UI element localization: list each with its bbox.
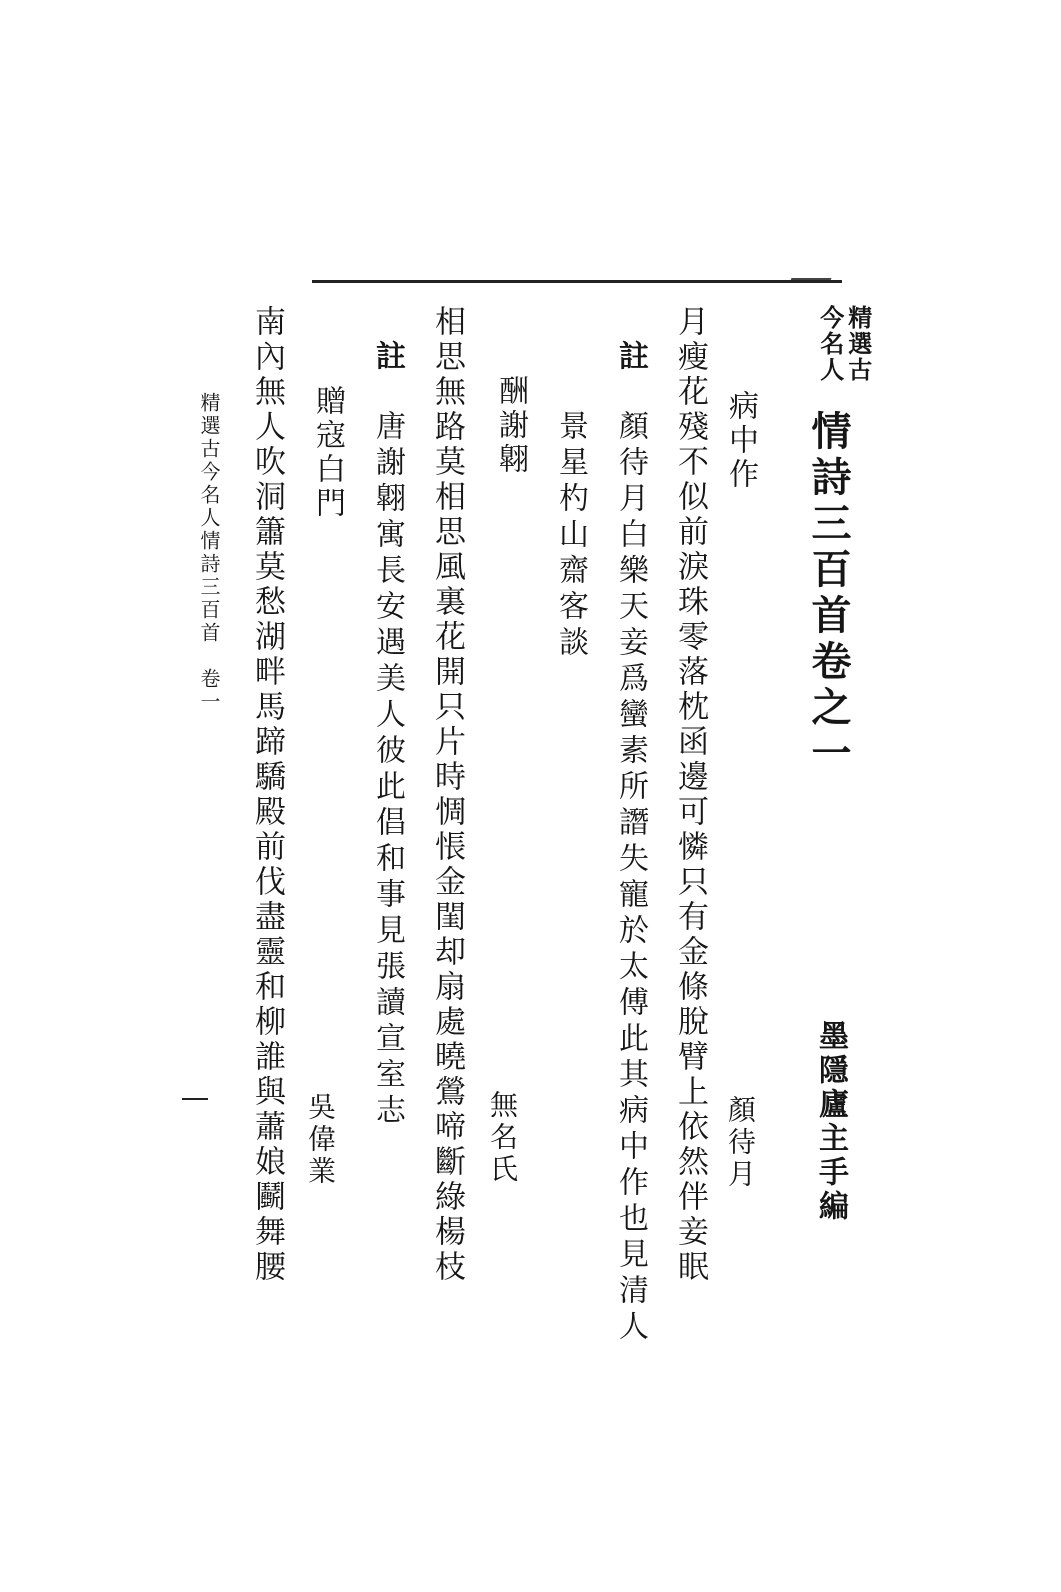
page-number [182,1098,208,1100]
note-text: 唐謝翺寓長安遇美人彼此倡和事見張讀宣室志 [370,410,405,1130]
poem-title: 病中作 [723,390,758,492]
note-text: 顏待月白樂天妾爲蠻素所譖失寵於太傅此其病中作也見清人 [613,410,648,1346]
poem-author: 顏待月 [724,1095,757,1191]
running-title: 精選古今名人情詩三百首 卷一 [197,392,221,714]
editor-credit: 墨隱廬主手編 [813,1020,848,1224]
page-title: 情詩三百首卷之一 [805,410,852,778]
poem-text: 南內無人吹洞簫莫愁湖畔馬蹄驕殿前伐盡靈和柳誰與蕭娘鬬舞腰 [249,305,285,1285]
note-label: 註 [613,340,648,370]
title-prefix-right: 精選古 [843,305,873,383]
poem-title: 酬謝翺 [493,375,528,477]
header-rule-ornament [789,278,832,286]
poem-author: 無名氏 [486,1090,519,1186]
poem-text: 相思無路莫相思風裏花開只片時惆悵金閨却扇處曉鶯啼斷綠楊枝 [429,305,465,1285]
note-label: 註 [370,340,405,370]
poem-text: 月瘦花殘不似前淚珠零落枕函邊可憐只有金條脫臂上依然伴妾眠 [672,305,708,1285]
poem-author: 吳偉業 [304,1092,337,1188]
title-prefix-left: 今名人 [815,305,845,383]
poem-title: 贈寇白門 [310,385,345,521]
note-text-continued: 景星杓山齋客談 [553,410,588,662]
header-rule [312,280,842,283]
